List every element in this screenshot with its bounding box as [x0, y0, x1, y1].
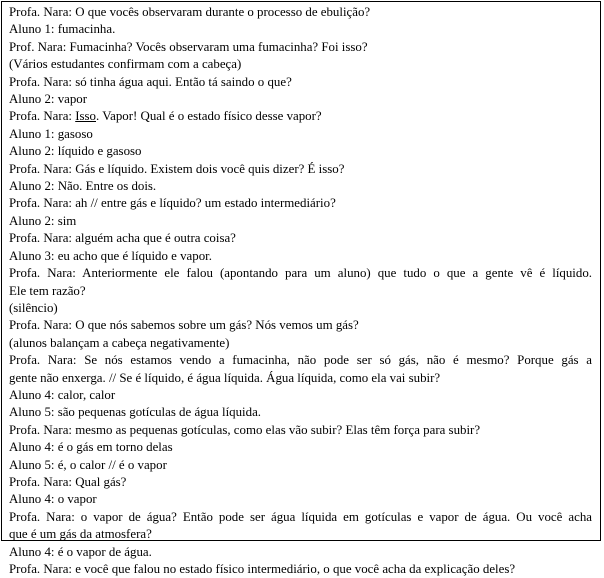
transcript-line: Profa. Nara: Qual gás? [9, 474, 127, 489]
transcript-line: que é um gás da atmosfera? [9, 527, 152, 542]
line-remaining-text: . Vapor! Qual é o estado físico desse vapor? [96, 109, 322, 124]
transcript-line: Profa. Nara: Gás e líquido. Existem dois você quis dizer? É isso? [9, 161, 345, 176]
transcript-line: (silêncio) [9, 300, 58, 315]
transcript-line: Profa. Nara: ah // entre gás e líquido? um estado intermediário? [9, 196, 336, 211]
transcript-line: (Vários estudantes confirmam com a cabeça) [9, 57, 242, 72]
transcript-line: Profa. Nara: o vapor de água? Então pode ser água líquida em gotículas e vapor de água. Ou você acha [9, 509, 592, 524]
transcript-line: Aluno 4: é o gás em torno delas [9, 440, 173, 455]
transcript-line: Aluno 3: eu acho que é líquido e vapor. [9, 248, 212, 263]
transcript-line: (alunos balançam a cabeça negativamente) [9, 335, 230, 350]
transcript-line: Profa. Nara: alguém acha que é outra coisa? [9, 231, 236, 246]
transcript-line: Profa. Nara: e você que falou no estado físico intermediário, o que você acha da explicação deles? [9, 562, 516, 576]
transcript-line: Aluno 2: vapor [9, 92, 88, 107]
transcript-line: gente não enxerga. // Se é líquido, é água líquida. Água líquida, como ela vai subir? [9, 370, 441, 385]
transcript-line: Aluno 4: é o vapor de água. [9, 544, 152, 559]
transcript-line: Aluno 2: líquido e gasoso [9, 144, 142, 159]
transcript-line [9, 108, 592, 125]
transcript-line: Profa. Nara: O que vocês observaram durante o processo de ebulição? [9, 5, 371, 19]
transcript-line: Profa. Nara: O que nós sabemos sobre um gás? Nós vemos um gás? [9, 318, 359, 333]
transcript-line: Aluno 5: é, o calor // é o vapor [9, 457, 167, 472]
underlined-word: Isso [75, 109, 96, 124]
line-speaker-text: Profa. Nara: [9, 109, 76, 124]
transcript-line: Aluno 2: sim [9, 213, 77, 228]
transcript-box [1, 1, 601, 576]
transcript-line: Profa. Nara: Se nós estamos vendo a fumacinha, não pode ser só gás, não é mesmo? Porque gás a [9, 353, 592, 368]
transcript-line: Ele tem razão? [9, 283, 86, 298]
transcript-line: Aluno 1: fumacinha. [9, 22, 116, 37]
transcript-line: Aluno 1: gasoso [9, 126, 93, 141]
transcript-line: Profa. Nara: mesmo as pequenas gotículas, como elas vão subir? Elas têm força para subir? [9, 422, 481, 437]
transcript-line: Profa. Nara: só tinha água aqui. Então tá saindo o que? [9, 74, 292, 89]
transcript-line: Aluno 4: o vapor [9, 492, 97, 507]
transcript-line: Prof. Nara: Fumacinha? Vocês observaram uma fumacinha? Foi isso? [9, 39, 368, 54]
transcript-line: Aluno 4: calor, calor [9, 387, 116, 402]
transcript-line: Profa. Nara: Anteriormente ele falou (apontando para um aluno) que tudo o que a gente vê é líquido. [9, 266, 592, 281]
transcript-line: Aluno 2: Não. Entre os dois. [9, 179, 157, 194]
transcript-line: Aluno 5: são pequenas gotículas de água líquida. [9, 405, 262, 420]
